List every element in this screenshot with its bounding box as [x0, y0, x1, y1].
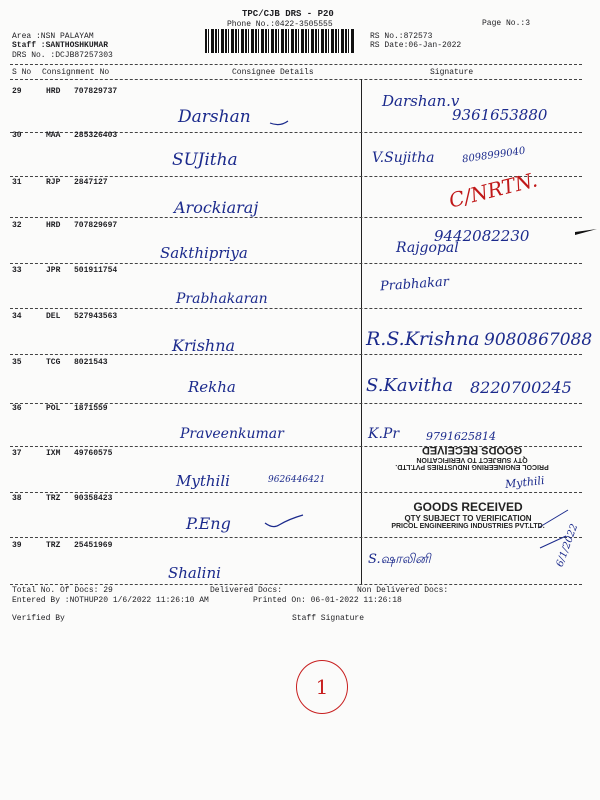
row-number: 25451969 [74, 541, 113, 550]
col-sno: S No [12, 68, 32, 77]
phone-handwriting: 9791625814 [426, 430, 496, 443]
page-number: Page No.:3 [482, 19, 531, 28]
row-code: MAA [46, 131, 61, 140]
signature-handwriting: Mythili [504, 473, 546, 492]
row-number: 8021543 [74, 358, 108, 367]
col-consignee: Consignee Details [232, 68, 314, 77]
phone-handwriting: 8098999040 [461, 145, 527, 166]
stamp-line: GOODS RECEIVED [421, 444, 523, 456]
pen-tick [270, 121, 288, 125]
stamp-line: PRICOL ENGINEERING INDUSTRIES PVT.LTD. [391, 523, 545, 530]
row-sno: 39 [12, 541, 22, 550]
drs-number: DRS No. :DCJB87257303 [12, 51, 113, 60]
row-sno: 29 [12, 87, 22, 96]
row-sno: 36 [12, 404, 22, 413]
circled-number: 1 [315, 675, 329, 699]
consignee-handwriting: Krishna [172, 336, 236, 355]
signature-handwriting: Prabhakar [379, 274, 450, 295]
total-docs: Total No. Of Docs: 29 [12, 586, 113, 595]
signature-handwriting: K.Pr [368, 426, 400, 442]
staff-signature-label: Staff Signature [292, 614, 365, 623]
row-code: IXM [46, 449, 61, 458]
col-consignment: Consignment No [42, 68, 110, 77]
consignee-handwriting: Arockiaraj [174, 198, 259, 217]
consignee-handwriting: Mythili [176, 472, 230, 490]
row-number: 1871559 [74, 404, 108, 413]
row-code: TRZ [46, 494, 61, 503]
consignee-handwriting: Rekha [188, 378, 236, 396]
stamp-line: QTY SUBJECT TO VERIFICATION [404, 514, 532, 523]
binder-mark [575, 229, 597, 235]
return-note-handwriting: C/NRTN. [446, 167, 540, 213]
staff-field: Staff :SANTHOSHKUMAR [12, 41, 109, 50]
inverted-company-stamp [377, 444, 567, 470]
row-sno: 30 [12, 131, 22, 140]
phone-handwriting: 9626446421 [268, 475, 326, 485]
row-sno: 33 [12, 266, 22, 275]
row-number: 527943563 [74, 312, 118, 321]
phone-handwriting: 9080867088 [484, 330, 593, 350]
row-code: HRD [46, 221, 61, 230]
row-code: POL [46, 404, 61, 413]
delivered-docs: Delivered Docs: [210, 586, 283, 595]
consignee-handwriting: P.Eng [186, 514, 231, 533]
stamp-line: GOODS RECEIVED [413, 500, 523, 514]
pen-tick [265, 515, 303, 527]
circled-annotation [296, 660, 348, 714]
signature-handwriting: S.Kavitha [366, 375, 454, 396]
footer-rule [10, 584, 582, 585]
row-number: 501911754 [74, 266, 118, 275]
row-number: 707829697 [74, 221, 118, 230]
row-code: DEL [46, 312, 61, 321]
entered-by: Entered By :NOTHUP20 1/6/2022 11:26:10 AM [12, 596, 209, 605]
consignee-handwriting: Darshan [178, 107, 251, 127]
row-number: 49760575 [74, 449, 113, 458]
row-code: HRD [46, 87, 61, 96]
consignee-handwriting: SUJitha [172, 150, 238, 170]
signature-handwriting: V.Sujitha [372, 150, 435, 166]
phone-handwriting: 9442082230 [434, 227, 530, 245]
row-sno: 38 [12, 494, 22, 503]
non-delivered-docs: Non Delivered Docs: [357, 586, 449, 595]
row-sno: 37 [12, 449, 22, 458]
row-sno: 31 [12, 178, 22, 187]
signature-handwriting: R.S.Krishna [366, 328, 480, 350]
col-signature: Signature [430, 68, 474, 77]
row-number: 2847127 [74, 178, 108, 187]
signature-handwriting: Rajgopal [396, 240, 459, 256]
signature-handwriting: S.ஷாலினி [368, 552, 431, 567]
row-sno: 34 [12, 312, 22, 321]
row-code: RJP [46, 178, 61, 187]
consignee-handwriting: Sakthipriya [160, 244, 248, 262]
row-code: TRZ [46, 541, 61, 550]
rs-number: RS No.:872573 [370, 32, 433, 41]
row-number: 285326403 [74, 131, 118, 140]
phone-handwriting: 9361653880 [452, 106, 548, 124]
consignee-handwriting: Prabhakaran [176, 291, 268, 307]
consignee-handwriting: Praveenkumar [180, 426, 284, 442]
row-sno: 35 [12, 358, 22, 367]
rs-date: RS Date:06-Jan-2022 [370, 41, 462, 50]
row-number: 707829737 [74, 87, 118, 96]
stamp-line: QTY SUBJECT TO VERIFICATION [416, 456, 528, 463]
company-stamp [368, 500, 568, 530]
phone-number: Phone No.:0422-3505555 [227, 20, 333, 29]
stamp-date-handwriting: 6/1/2022 [554, 522, 581, 569]
row-number: 90358423 [74, 494, 113, 503]
row-sno: 32 [12, 221, 22, 230]
signature-handwriting: Darshan.v [382, 92, 460, 110]
phone-handwriting: 8220700245 [470, 378, 572, 397]
document-title: TPC/CJB DRS - P20 [242, 9, 334, 19]
row-code: TCG [46, 358, 61, 367]
row-code: JPR [46, 266, 61, 275]
stamp-line: PRICOL ENGINEERING INDUSTRIES PVT.LTD. [395, 463, 549, 470]
verified-by: Verified By [12, 614, 65, 623]
printed-on: Printed On: 06-01-2022 11:26:18 [253, 596, 402, 605]
area-field: Area :NSN PALAYAM [12, 32, 94, 41]
consignee-handwriting: Shalini [168, 564, 221, 582]
